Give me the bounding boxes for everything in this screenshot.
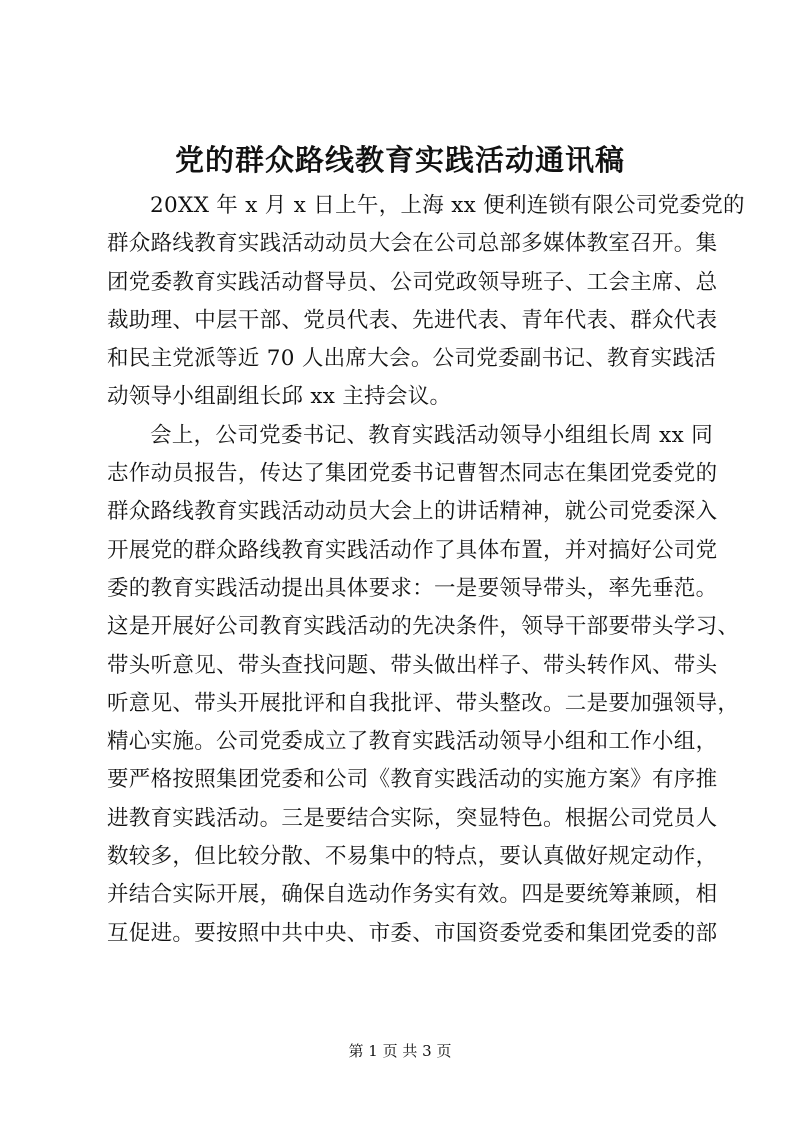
paragraph-line: 要严格按照集团党委和公司《教育实践活动的实施方案》有序推 bbox=[107, 767, 718, 793]
page-number-footer: 第 1 页 共 3 页 bbox=[348, 1042, 452, 1060]
paragraph-line: 这是开展好公司教育实践活动的先决条件，领导干部要带头学习、 bbox=[107, 614, 740, 640]
paragraph-line: 并结合实际开展，确保自选动作务实有效。四是要统筹兼顾，相 bbox=[107, 882, 718, 908]
paragraph-line: 群众路线教育实践活动动员大会在公司总部多媒体教室召开。集 bbox=[107, 231, 718, 257]
paragraph-line: 20XX 年 x 月 x 日上午，上海 xx 便利连锁有限公司党委党的 bbox=[150, 193, 745, 218]
paragraph-2 bbox=[107, 417, 740, 953]
paragraph-line: 互促进。要按照中共中央、市委、市国资委党委和集团党委的部 bbox=[107, 920, 718, 946]
paragraph-line: 群众路线教育实践活动动员大会上的讲话精神，就公司党委深入 bbox=[107, 499, 718, 525]
document-body bbox=[107, 187, 745, 953]
paragraph-line: 开展党的群众路线教育实践活动作了具体布置，并对搞好公司党 bbox=[107, 537, 718, 563]
paragraph-line: 听意见、带头开展批评和自我批评、带头整改。二是要加强领导， bbox=[107, 690, 740, 716]
paragraph-line: 裁助理、中层干部、党员代表、先进代表、青年代表、群众代表 bbox=[107, 307, 718, 333]
paragraph-line: 志作动员报告，传达了集团党委书记曹智杰同志在集团党委党的 bbox=[107, 461, 718, 487]
paragraph-line: 数较多，但比较分散、不易集中的特点，要认真做好规定动作， bbox=[107, 844, 718, 870]
paragraph-line: 委的教育实践活动提出具体要求：一是要领导带头，率先垂范。 bbox=[107, 575, 718, 601]
paragraph-line: 会上，公司党委书记、教育实践活动领导小组组长周 xx 同 bbox=[150, 422, 713, 448]
paragraph-line: 动领导小组副组长邱 xx 主持会议。 bbox=[107, 384, 452, 410]
paragraph-line: 团党委教育实践活动督导员、公司党政领导班子、工会主席、总 bbox=[107, 269, 718, 295]
paragraph-line: 带头听意见、带头查找问题、带头做出样子、带头转作风、带头 bbox=[107, 652, 718, 678]
document-title: 党的群众路线教育实践活动通讯稿 bbox=[174, 143, 625, 177]
paragraph-line: 和民主党派等近 70 人出席大会。公司党委副书记、教育实践活 bbox=[107, 346, 717, 372]
paragraph-line: 进教育实践活动。三是要结合实际，突显特色。根据公司党员人 bbox=[107, 805, 718, 831]
paragraph-line: 精心实施。公司党委成立了教育实践活动领导小组和工作小组， bbox=[107, 729, 718, 755]
paragraph-1 bbox=[107, 187, 745, 417]
